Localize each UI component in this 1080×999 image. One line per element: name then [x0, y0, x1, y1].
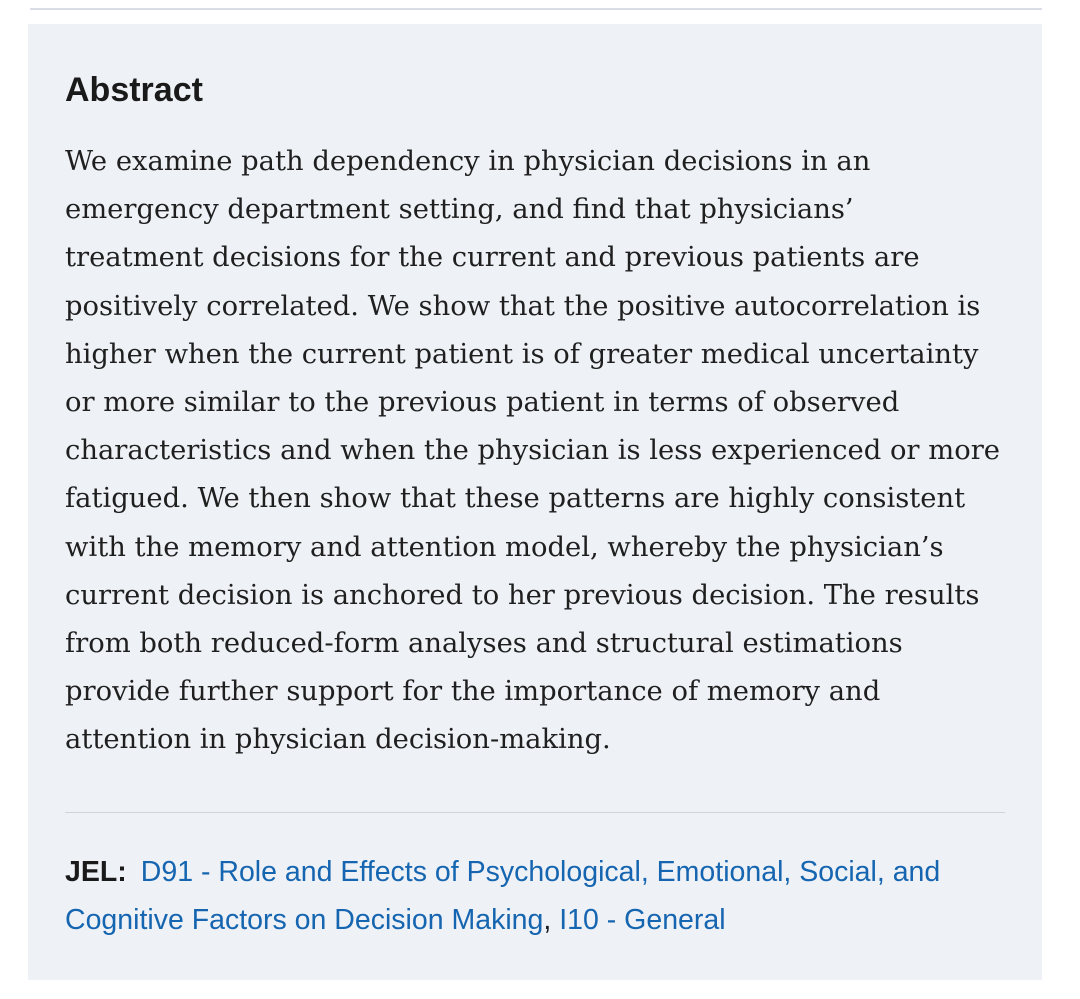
abstract-text: We examine path dependency in physician decisions in an emergency department setting, and find that physicians’ treatment decisions for the current and previous patients are positively correlated. We show that the positive autocorrelation is higher when the current patient is of greater medical uncertainty or more similar to the previous patient in terms of observed characteristics and when the physician is less experienced or more fatigued. We then show that these patterns are highly consistent with the memory and attention model, whereby the physician’s current decision is anchored to her previous decision. The results from both reduced-form analyses and structural estimations provide further support for the importance of memory and attention in physician decision-making.	[65, 146, 1000, 756]
jel-link-i10[interactable]: I10 - General	[559, 904, 726, 936]
abstract-panel	[28, 24, 1042, 980]
jel-label: JEL:	[65, 856, 127, 888]
jel-separator: ,	[543, 904, 560, 936]
section-divider	[65, 812, 1005, 813]
jel-codes	[65, 848, 1005, 944]
abstract-heading: Abstract	[65, 71, 203, 109]
top-divider	[30, 8, 1042, 10]
jel-link-d91[interactable]: D91 - Role and Effects of Psychological, Emotional, Social, and Cognitive Factors on Decision Making	[65, 856, 941, 936]
